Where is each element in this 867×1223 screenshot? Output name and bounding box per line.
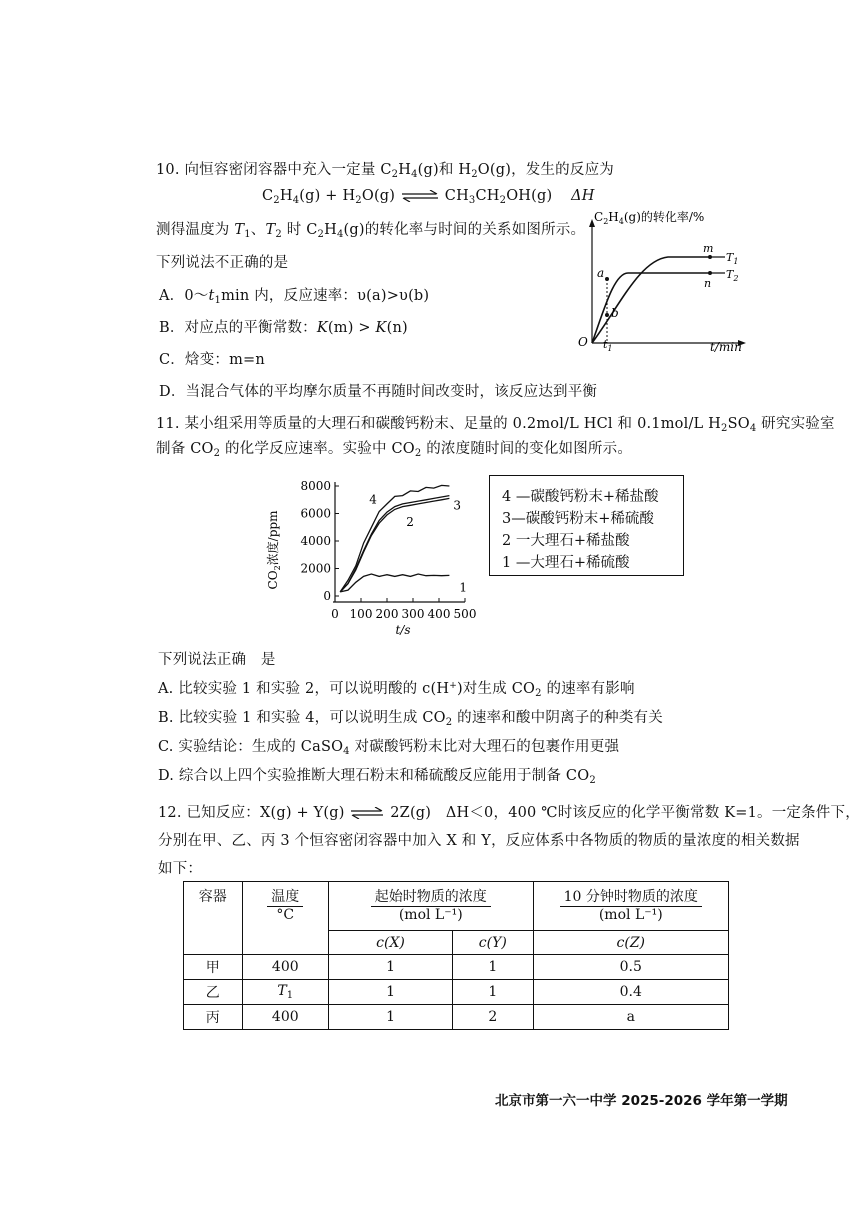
x-tick-label: 400	[427, 607, 451, 621]
cell-cz: 0.5	[533, 955, 728, 980]
cell-temp: 400	[242, 955, 328, 980]
equilibrium-arrow-icon	[349, 807, 385, 819]
cell-cx: 1	[328, 980, 452, 1005]
th-container: 容器	[184, 882, 243, 955]
q10-point-m: m	[703, 242, 714, 255]
q12-table	[183, 881, 729, 1030]
y-tick-label: 4000	[300, 534, 331, 548]
q11-chart-xlabel: t/s	[395, 623, 411, 637]
q10-option-a: A．$0\sim t_1\min$ 内，反应速率：υ(a)>υ(b)	[159, 288, 430, 306]
th-cz: c(Z)	[533, 931, 728, 955]
cell-cy: 1	[453, 980, 533, 1005]
q10-t1-label: $t_1$	[603, 338, 613, 353]
th-ten-min: 10 分钟时物质的浓度 (mol L⁻¹)	[533, 882, 728, 931]
q12-stem-1: 12. 已知反应：X(g) + Y(g) 2Z(g) ΔH＜0，400 ℃时该反应的化学平衡常数 K=1。一定条件下，	[158, 805, 860, 821]
q10-question: 下列说法不正确的是	[156, 255, 289, 271]
x-tick-label: 300	[401, 607, 425, 621]
cell-cy: 2	[453, 1005, 533, 1030]
footer: 北京市第一六一中学 2025-2026 学年第一学期	[495, 1093, 788, 1109]
series-4-label: 4	[369, 492, 377, 507]
y-tick-label: 8000	[300, 479, 331, 493]
q11-legend	[489, 475, 684, 576]
y-tick-label: 6000	[300, 506, 331, 521]
q10-point-n: n	[704, 277, 712, 290]
q11-chart-ylabel: $CO_2$浓度/ppm	[266, 510, 282, 590]
x-tick-label: 200	[375, 607, 399, 621]
q10-stem: 10. 向恒容密闭容器中充入一定量 $C_2H_4(g)$和 $H_2O(g)$，发生的反应为	[156, 162, 614, 180]
q10-option-c: C．焓变：m=n	[159, 352, 265, 368]
table-row	[184, 1005, 729, 1030]
cell-cz: a	[533, 1005, 728, 1030]
q11-option-a: A. 比较实验 1 和实验 2，可以说明酸的 c(H+)对生成 $CO_2$ 的速率有影响	[158, 681, 635, 699]
q11-option-b: B. 比较实验 1 和实验 4，可以说明生成 $CO_2$ 的速率和酸中阴离子的种类有关	[158, 710, 663, 728]
cell-name: 丙	[184, 1005, 243, 1030]
cell-cx: 1	[328, 955, 452, 980]
q10-point-b: b	[611, 306, 619, 320]
series-1-line	[340, 574, 449, 592]
y-tick-label: 0	[323, 589, 331, 603]
x-tick-label: 100	[349, 607, 373, 621]
cell-cx: 1	[328, 1005, 452, 1030]
legend-item-3: 3—碳酸钙粉末+稀硫酸	[502, 511, 654, 527]
q10-option-b: B．对应点的平衡常数：K(m) > K(n)	[159, 320, 408, 336]
q12-stem-3: 如下：	[158, 861, 203, 877]
table-row	[184, 955, 729, 980]
th-cx: c(X)	[328, 931, 452, 955]
legend-item-2: 2 一大理石+稀盐酸	[502, 533, 630, 549]
q11-stem-2: 制备 $CO_2$ 的化学反应速率。实验中 $CO_2$ 的浓度随时间的变化如图所示。	[156, 441, 633, 459]
q10-desc: 测得温度为 $T_1$、$T_2$ 时 $C_2H_4(g)$的转化率与时间的关系如图所示。	[156, 222, 586, 240]
th-cy: c(Y)	[453, 931, 533, 955]
table-row	[184, 980, 729, 1005]
q10-label-t2: $T_2$	[726, 268, 739, 283]
q11-stem-1: 11. 某小组采用等质量的大理石和碳酸钙粉末、足量的 0.2mol/L HCl 和 0.1mol/L $H_2SO_4$ 研究实验室	[156, 416, 835, 434]
th-temp: 温度 °C	[242, 882, 328, 955]
x-tick-label: 500	[453, 607, 477, 621]
q10-chart-ylabel: $C_2H_4(g)$的转化率/%	[594, 210, 705, 226]
q11-question: 下列说法正确 是	[158, 652, 276, 668]
q11-co2-chart	[265, 470, 485, 640]
series-1-label: 1	[459, 580, 468, 595]
q11-option-d: D. 综合以上四个实验推断大理石粉末和稀硫酸反应能用于制备 $CO_2$	[158, 768, 596, 786]
y-tick-label: 2000	[300, 561, 331, 576]
th-start: 起始时物质的浓度 (mol L⁻¹)	[328, 882, 533, 931]
q10-equation: $C_2H_4(g) + H_2O(g)$ $CH_3CH_2OH(g)$ ΔH	[262, 188, 595, 206]
q10-curve-t2	[592, 273, 708, 343]
q10-point-a: a	[597, 266, 605, 280]
cell-cz: 0.4	[533, 980, 728, 1005]
cell-temp: 400	[242, 1005, 328, 1030]
x-tick-label: 0	[331, 607, 339, 621]
legend-item-1: 1 —大理石+稀硫酸	[502, 555, 630, 571]
cell-name: 甲	[184, 955, 243, 980]
q11-option-c: C. 实验结论：生成的 CaSO$_4$ 对碳酸钙粉末比对大理石的包裹作用更强	[158, 739, 620, 757]
series-2-label: 2	[406, 514, 414, 529]
q10-x-label: t/min	[710, 340, 742, 354]
series-2-line	[340, 498, 449, 592]
q10-conversion-chart	[570, 205, 750, 355]
cell-name: 乙	[184, 980, 243, 1005]
cell-temp: $T_1$	[242, 980, 328, 1005]
equilibrium-arrow-icon	[400, 190, 440, 202]
q10-option-d: D．当混合气体的平均摩尔质量不再随时间改变时，该反应达到平衡	[159, 384, 598, 400]
q12-stem-2: 分别在甲、乙、丙 3 个恒容密闭容器中加入 X 和 Y，反应体系中各物质的物质的量浓度的相关数据	[158, 833, 800, 849]
q10-curve-t1	[592, 257, 708, 343]
cell-cy: 1	[453, 955, 533, 980]
legend-item-4: 4 —碳酸钙粉末+稀盐酸	[502, 489, 659, 505]
q10-origin-label: O	[578, 335, 588, 349]
series-3-label: 3	[453, 498, 462, 513]
q10-label-t1: $T_1$	[726, 251, 739, 266]
